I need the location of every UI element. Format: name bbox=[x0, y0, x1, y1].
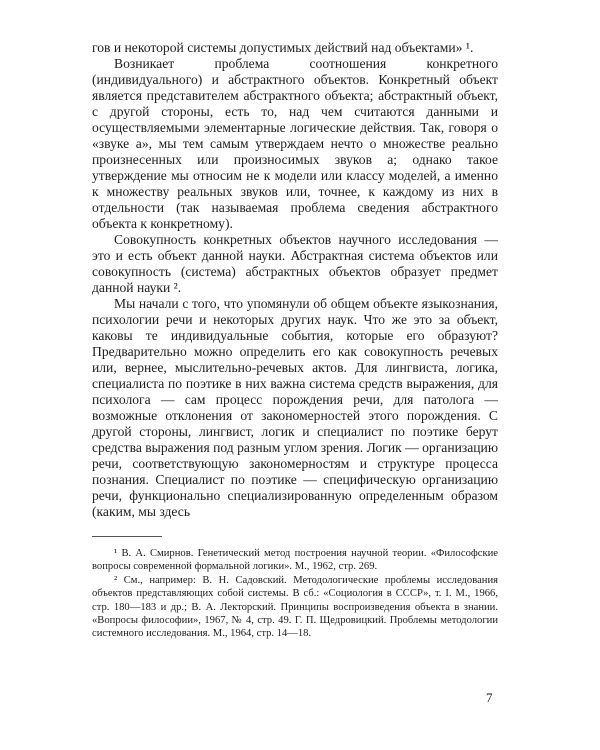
paragraph-concrete-abstract: Возникает проблема соотношения конкретного (индивидуального) и абстрактного объектов. Конкретный объект является представителем абстрактного объекта; абстрактный объект, с другой стороны, есть то, над чем считаются данными и осуществляемыми элементарные логические действия. Так, говоря о «звуке а», мы тем самым утверждаем нечто о множестве реально произнесенных или произносимых звуков а; однако такое утверждение мы относим не к модели или классу моделей, а именно к множеству реальных звуков или, точнее, к каждому из них в отдельности (так называемая проблема сведения абстрактного объекта к конкретному). bbox=[92, 56, 498, 231]
footnote-1: ¹ В. А. Смирнов. Генетический метод построения научной теории. «Философские вопросы современной формальной логики». М., 1962, стр. 269. bbox=[92, 548, 498, 573]
footnote-2: ² См., например: В. Н. Садовский. Методологические проблемы исследования объектов представляющих собой системы. В сб.: «Социология в СССР», т. I. М., 1966, стр. 180—183 и др.; В. А. Лекторский. Принципы воспроизведения объекта в знании. «Вопросы философии», 1967, № 4, стр. 49. Г. П. Щедровицкий. Проблемы методологии системного исследования. М., 1964, стр. 14—18. bbox=[92, 574, 498, 640]
paragraph-continuation: гов и некоторой системы допустимых действий над объектами» ¹. bbox=[92, 40, 474, 55]
paragraph-object-subject: Совокупность конкретных объектов научного исследования — это и есть объект данной науки. Абстрактная система объектов или совокупность (система) абстрактных объектов образует предмет данной науки ². bbox=[92, 232, 498, 295]
paragraph-speech-acts: Мы начали с того, что упомянули об общем объекте языкознания, психологии речи и некоторых других наук. Что же это за объект, каковы те индивидуальные события, которые его образуют? Предварительно можно определить его как совокупность речевых или, вернее, мыслительно-речевых актов. Для лингвиста, логика, специалиста по поэтике в них важна система средств выражения, для психолога — сам процесс порождения речи, для патолога — возможные отклонения от закономерностей этого порождения. С другой стороны, лингвист, логик и специалист по поэтике берут средства выражения под разным углом зрения. Логик — организацию речи, соответствующую закономерностям и структуре процесса познания. Специалист по поэтике — специфическую организацию речи, функционально специализированную определенным образом (каким, мы здесь bbox=[92, 296, 498, 519]
page-number: 7 bbox=[486, 690, 493, 705]
book-page bbox=[92, 40, 498, 641]
footnote-divider bbox=[92, 536, 162, 537]
